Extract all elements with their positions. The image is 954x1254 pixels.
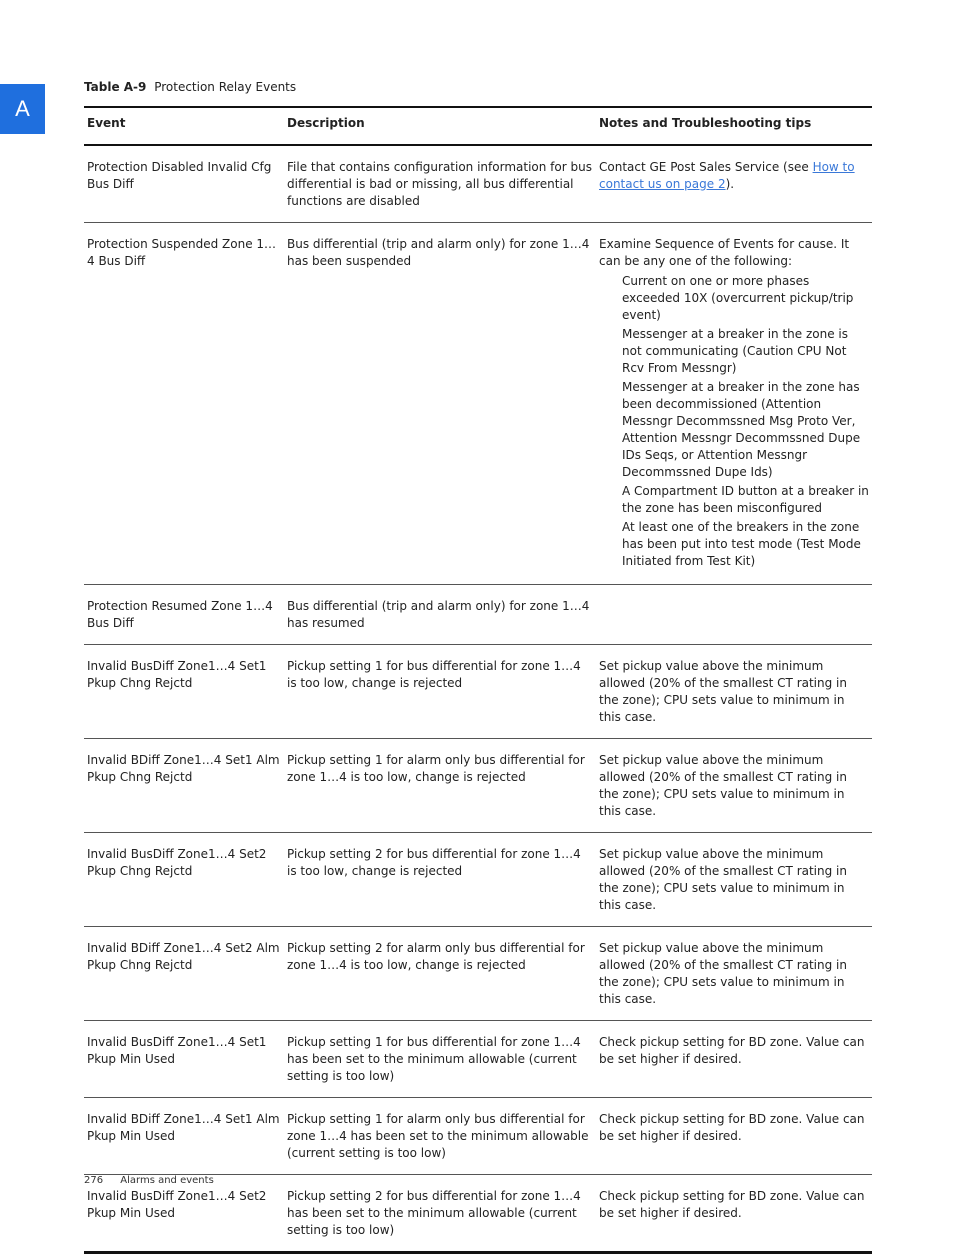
table-row <box>84 1175 872 1253</box>
event-cell: Invalid BusDiff Zone1…4 Set1 Pkup Chng Rejctd <box>84 645 284 739</box>
description-cell: Pickup setting 2 for alarm only bus differential for zone 1…4 is too low, change is rejected <box>284 927 596 1021</box>
cause-list <box>599 273 869 570</box>
table-row <box>84 833 872 927</box>
event-cell: Invalid BDiff Zone1…4 Set2 Alm Pkup Chng Rejctd <box>84 927 284 1021</box>
notes-cell: Set pickup value above the minimum allowed (20% of the smallest CT rating in the zone); CPU sets value to minimum in this case. <box>596 739 872 833</box>
column-header-description: Description <box>284 107 596 145</box>
notes-cell <box>596 223 872 585</box>
description-cell: Pickup setting 1 for bus differential for zone 1…4 is too low, change is rejected <box>284 645 596 739</box>
table-row <box>84 1021 872 1098</box>
list-item: Messenger at a breaker in the zone has been decommissioned (Attention Messngr Decommssned Msg Proto Ver, Attention Messngr Decommssned Dupe IDs Seqs, or Attention Messngr Decommssned Dupe Ids) <box>622 380 861 479</box>
description-cell: Pickup setting 1 for alarm only bus differential for zone 1…4 has been set to the minimum allowable (current setting is too low) <box>284 1098 596 1175</box>
notes-cell <box>596 145 872 223</box>
list-item: A Compartment ID button at a breaker in the zone has been misconfigured <box>622 484 869 515</box>
notes-cell <box>596 585 872 645</box>
page-number: 276 <box>84 1175 104 1186</box>
event-cell: Invalid BusDiff Zone1…4 Set1 Pkup Min Used <box>84 1021 284 1098</box>
event-cell: Invalid BusDiff Zone1…4 Set2 Pkup Min Used <box>87 1189 267 1220</box>
notes-cell: Check pickup setting for BD zone. Value can be set higher if desired. <box>596 1098 872 1175</box>
column-header-notes: Notes and Troubleshooting tips <box>596 107 872 145</box>
event-cell: Invalid BDiff Zone1…4 Set1 Alm Pkup Chng Rejctd <box>84 739 284 833</box>
notes-cell: Check pickup setting for BD zone. Value can be set higher if desired. <box>596 1021 872 1098</box>
notes-cell: Check pickup setting for BD zone. Value can be set higher if desired. <box>599 1189 865 1220</box>
list-item: At least one of the breakers in the zone has been put into test mode (Test Mode Initiated from Test Kit) <box>622 520 861 568</box>
column-header-event: Event <box>84 107 284 145</box>
table-row <box>84 739 872 833</box>
contact-us-link[interactable]: How to contact us on page 2 <box>599 160 855 191</box>
description-cell: Pickup setting 1 for bus differential for zone 1…4 has been set to the minimum allowable (current setting is too low) <box>284 1021 596 1098</box>
list-item: Messenger at a breaker in the zone is not communicating (Caution CPU Not Rcv From Messngr) <box>622 327 848 375</box>
list-item: Current on one or more phases exceeded 10X (overcurrent pickup/trip event) <box>622 274 854 322</box>
notes-cell: Set pickup value above the minimum allowed (20% of the smallest CT rating in the zone); CPU sets value to minimum in this case. <box>596 927 872 1021</box>
description-cell: Bus differential (trip and alarm only) for zone 1…4 has resumed <box>284 585 596 645</box>
table-header-row <box>84 107 872 145</box>
description-cell: Pickup setting 2 for bus differential for zone 1…4 is too low, change is rejected <box>284 833 596 927</box>
event-cell: Invalid BusDiff Zone1…4 Set2 Pkup Chng Rejctd <box>84 833 284 927</box>
description-cell: File that contains configuration information for bus differential is bad or missing, all bus differential functions are disabled <box>284 145 596 223</box>
table-row <box>84 585 872 645</box>
event-cell: Invalid BDiff Zone1…4 Set1 Alm Pkup Min Used <box>84 1098 284 1175</box>
event-cell: Protection Resumed Zone 1…4 Bus Diff <box>84 585 284 645</box>
notes-text-suffix: ). <box>725 177 735 191</box>
description-cell: Bus differential (trip and alarm only) for zone 1…4 has been suspended <box>284 223 596 585</box>
description-cell: Pickup setting 2 for bus differential for zone 1…4 has been set to the minimum allowable (current setting is too low) <box>287 1189 581 1237</box>
notes-cell: Set pickup value above the minimum allowed (20% of the smallest CT rating in the zone); CPU sets value to minimum in this case. <box>596 645 872 739</box>
page-footer <box>84 1175 214 1186</box>
table-caption <box>84 80 296 94</box>
events-table <box>84 106 872 1254</box>
table-row <box>84 1098 872 1175</box>
description-cell: Pickup setting 1 for alarm only bus differential for zone 1…4 is too low, change is rejected <box>284 739 596 833</box>
table-caption-title: Protection Relay Events <box>154 80 297 94</box>
notes-text: Examine Sequence of Events for cause. It can be any one of the following: <box>599 237 850 268</box>
table-row <box>84 223 872 585</box>
chapter-tab-letter: A <box>15 96 30 121</box>
table-caption-label: Table A-9 <box>84 80 147 94</box>
table-row <box>84 927 872 1021</box>
table-row <box>84 145 872 223</box>
chapter-tab <box>0 84 45 134</box>
notes-cell: Set pickup value above the minimum allowed (20% of the smallest CT rating in the zone); CPU sets value to minimum in this case. <box>596 833 872 927</box>
footer-section-title: Alarms and events <box>120 1175 214 1186</box>
event-cell: Protection Suspended Zone 1…4 Bus Diff <box>84 223 284 585</box>
event-cell: Protection Disabled Invalid Cfg Bus Diff <box>84 145 284 223</box>
table-row <box>84 645 872 739</box>
notes-text: Contact GE Post Sales Service (see <box>599 160 813 174</box>
